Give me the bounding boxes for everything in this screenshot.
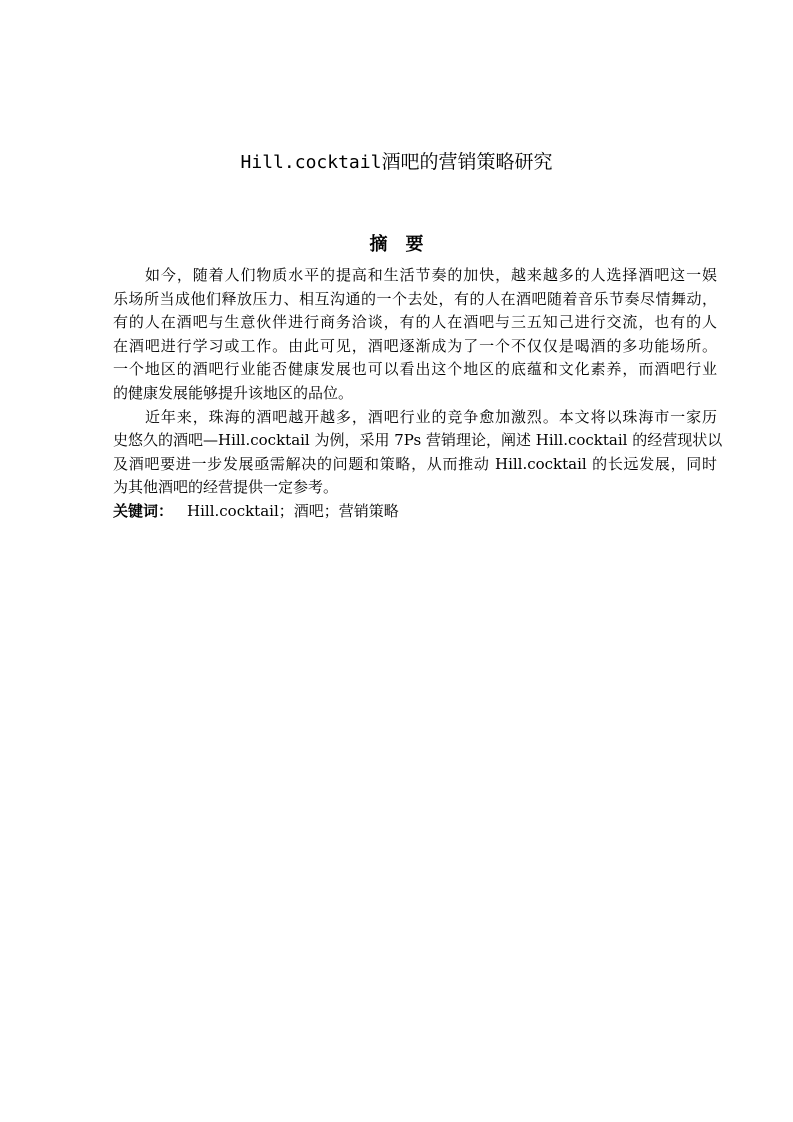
paragraph-line: 为其他酒吧的经营提供一定参考。 [113,478,339,497]
abstract-paragraph-1 [113,264,717,406]
abstract-heading: 摘要 [369,234,442,255]
paragraph-line: 在酒吧进行学习或工作。由此可见，酒吧逐渐成为了一个不仅仅是喝酒的多功能场所。 [113,336,717,355]
paragraph-line: 一个地区的酒吧行业能否健康发展也可以看出这个地区的底蕴和文化素养，而酒吧行业 [113,360,717,379]
paragraph-line: 史悠久的酒吧—Hill.cocktail 为例，采用 7Ps 营销理论，阐述 Hill.cocktail 的经营现状以 [113,431,723,450]
document-title-chinese: 酒吧的营销策略研究 [381,151,553,173]
abstract-paragraph-2 [113,406,723,500]
document-title [0,148,793,177]
paragraph-line: 近年来，珠海的酒吧越开越多，酒吧行业的竞争愈加激烈。本文将以珠海市一家历 [145,407,717,426]
document-title-latin: Hill.cocktail [240,152,382,173]
paragraph-line: 乐场所当成他们释放压力、相互沟通的一个去处，有的人在酒吧随着音乐节奏尽情舞动， [113,289,717,308]
keywords-line [113,500,717,524]
keywords-value: Hill.cocktail；酒吧；营销策略 [187,501,399,520]
paragraph-line: 的健康发展能够提升该地区的品位。 [113,383,354,402]
paragraph-line: 有的人在酒吧与生意伙伴进行商务洽谈，有的人在酒吧与三五知己进行交流，也有的人 [113,313,717,332]
keywords-label: 关键词： [113,501,174,520]
paragraph-line: 如今，随着人们物质水平的提高和生活节奏的加快，越来越多的人选择酒吧这一娱 [145,266,717,284]
paragraph-line: 及酒吧要进一步发展亟需解决的问题和策略，从而推动 Hill.cocktail 的长远发展，同时 [113,454,717,473]
abstract-body [113,264,723,524]
